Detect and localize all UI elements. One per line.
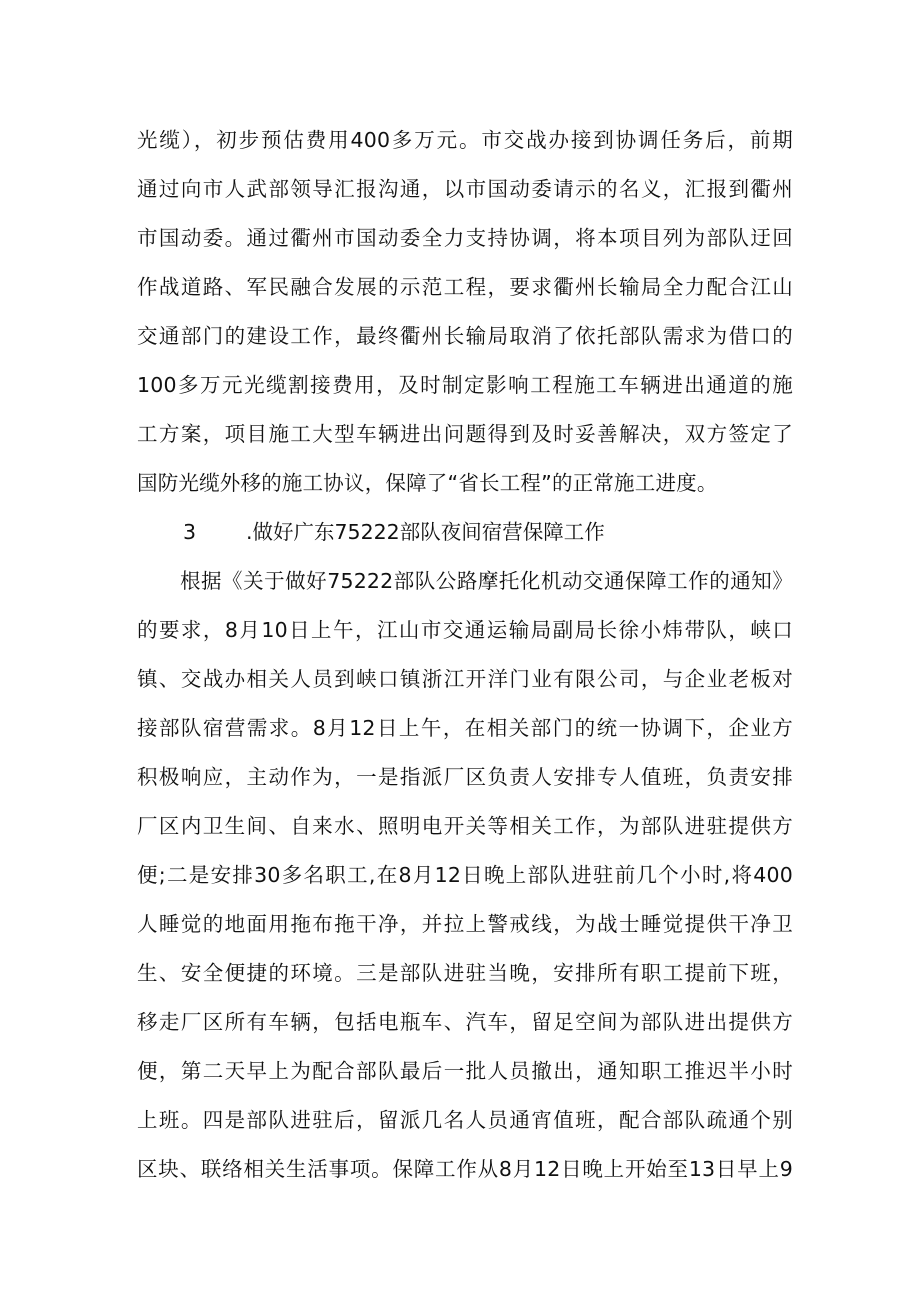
paragraph-2-line-8: 人睡觉的地面用拖布拖干净，并拉上警戒线，为战士睡觉提供干净卫 <box>137 912 793 936</box>
paragraph-2-line-3: 镇、交战办相关人员到峡口镇浙江开洋门业有限公司，与企业老板对 <box>137 667 793 691</box>
paragraph-2-line-6: 厂区内卫生间、自来水、照明电开关等相关工作，为部队进驻提供方 <box>137 814 793 838</box>
paragraph-1-line-8: 国防光缆外移的施工协议，保障了“省长工程”的正常施工进度。 <box>137 471 718 495</box>
paragraph-1-line-5: 交通部门的建设工作，最终衢州长输局取消了依托部队需求为借口的 <box>137 324 793 348</box>
paragraph-1-line-4: 作战道路、军民融合发展的示范工程，要求衢州长输局全力配合江山 <box>137 275 793 299</box>
paragraph-2-line-13: 区块、联络相关生活事项。保障工作从8月12日晚上开始至13日早上9 <box>137 1157 793 1181</box>
paragraph-1-line-7: 工方案，项目施工大型车辆进出问题得到及时妥善解决，双方签定了 <box>137 422 793 446</box>
paragraph-1-line-2: 通过向市人武部领导汇报沟通，以市国动委请示的名义，汇报到衢州 <box>137 177 793 201</box>
paragraph-2-line-2: 的要求，8月10日上午，江山市交通运输局副局长徐小炜带队，峡口 <box>137 618 793 642</box>
paragraph-1-line-6: 100多万元光缆割接费用，及时制定影响工程施工车辆进出通道的施 <box>137 373 793 397</box>
paragraph-2-line-4: 接部队宿营需求。8月12日上午，在相关部门的统一协调下，企业方 <box>137 716 793 740</box>
section-heading: .做好广东75222部队夜间宿营保障工作 <box>246 520 605 544</box>
paragraph-1-line-1: 光缆），初步预估费用400多万元。市交战办接到协调任务后，前期 <box>137 128 793 152</box>
paragraph-2-line-7: 便;二是安排30多名职工,在8月12日晚上部队进驻前几个小时,将400 <box>137 863 793 887</box>
section-number: 3 <box>183 520 197 544</box>
paragraph-2-line-10: 移走厂区所有车辆，包括电瓶车、汽车，留足空间为部队进出提供方 <box>137 1010 793 1034</box>
paragraph-2-line-5: 积极响应，主动作为，一是指派厂区负责人安排专人值班，负责安排 <box>137 765 793 789</box>
paragraph-2-line-11: 便，第二天早上为配合部队最后一批人员撤出，通知职工推迟半小时 <box>137 1059 793 1083</box>
paragraph-2-line-9: 生、安全便捷的环境。三是部队进驻当晚，安排所有职工提前下班， <box>137 961 793 985</box>
paragraph-2-line-12: 上班。四是部队进驻后，留派几名人员通宵值班，配合部队疏通个别 <box>137 1108 793 1132</box>
paragraph-2-line-1: 根据《关于做好75222部队公路摩托化机动交通保障工作的通知》 <box>180 569 793 593</box>
paragraph-1-line-3: 市国动委。通过衢州市国动委全力支持协调，将本项目列为部队迂回 <box>137 226 793 250</box>
